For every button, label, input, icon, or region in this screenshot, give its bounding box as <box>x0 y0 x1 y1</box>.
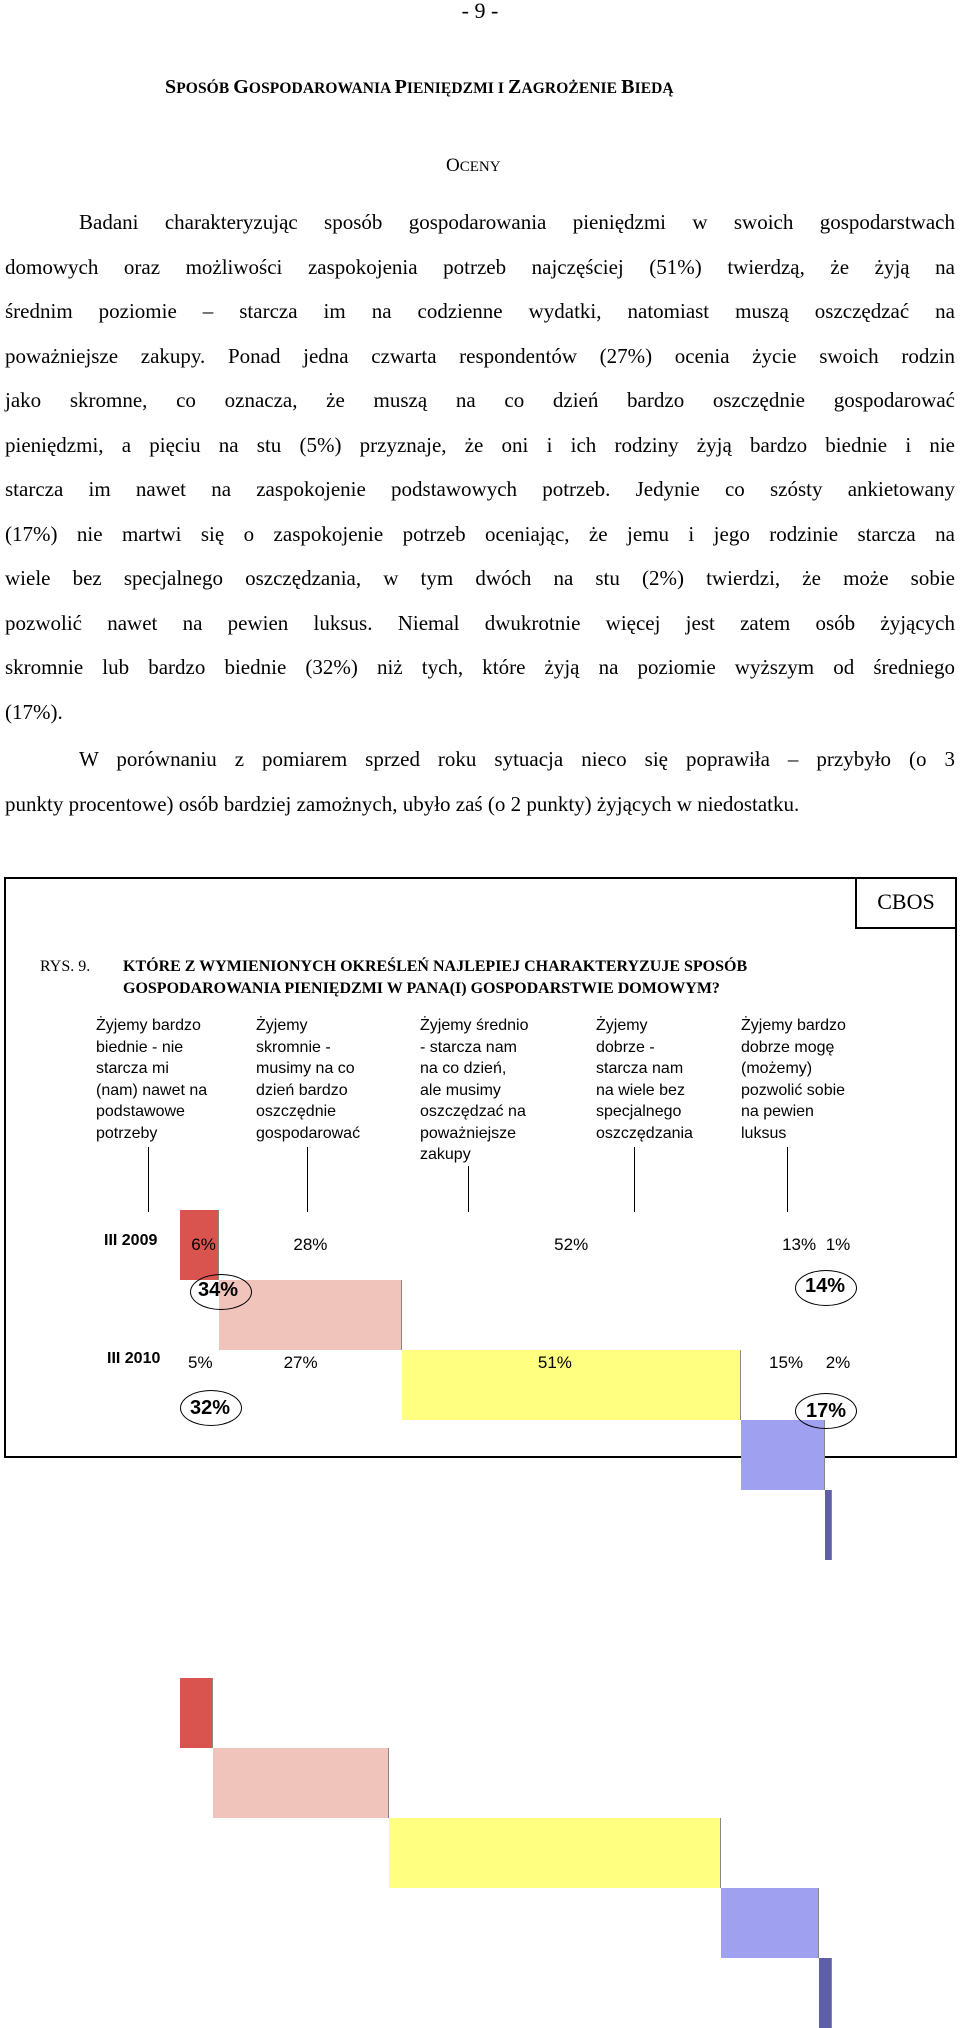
legend-line: Żyjemy <box>596 1017 648 1034</box>
legend-line: dobrze mogę <box>741 1038 835 1056</box>
legend-line: podstawowe <box>96 1103 185 1120</box>
legend-line: oszczędzania <box>596 1124 693 1142</box>
legend-line: Żyjemy bardzo <box>741 1017 846 1034</box>
legend-line: starcza nam <box>596 1060 684 1077</box>
bar-value-label: 51% <box>537 1353 572 1372</box>
figure-question <box>123 956 883 1000</box>
paragraph-line: punkty procentowe) osób bardziej zamożnych, ubyło zaś (o 2 punkty) żyjących w niedostatku. <box>5 791 800 816</box>
section-title-part: IEDĄ <box>634 80 674 97</box>
legend-leader-line <box>148 1147 149 1212</box>
bar-value-label: 28% <box>293 1235 328 1254</box>
legend-line: Żyjemy bardzo <box>96 1017 201 1034</box>
section-title-part: S <box>165 76 177 98</box>
legend-line: ale musimy <box>420 1081 501 1099</box>
group-total: 32% <box>190 1397 231 1419</box>
legend-line: musimy na co <box>256 1060 355 1077</box>
section-title-part: POSÓB <box>176 80 234 97</box>
paragraph-line: (17%) nie martwi się o zaspokojenie potrzeb oceniając, że jemu i jego rodzinie starcza na <box>5 521 955 546</box>
section-title-part: B <box>621 76 635 98</box>
legend-line: oszczędzać na <box>420 1103 526 1120</box>
group-total: 14% <box>805 1275 846 1297</box>
bar-value-label: 52% <box>554 1235 589 1254</box>
legend-line: skromnie - <box>256 1038 331 1056</box>
bar-segment <box>213 1748 389 1818</box>
legend-line: - starcza nam <box>420 1038 517 1056</box>
legend-line: na wiele bez <box>596 1081 685 1099</box>
category-label: III 2009 <box>104 1232 158 1249</box>
paragraph-line: W porównaniu z pomiarem sprzed roku sytuacja nieco się poprawiła – przybyło (o 3 <box>79 747 955 771</box>
legend-line: zakupy <box>420 1146 471 1163</box>
section-title-part: P <box>394 76 407 98</box>
legend-line: poważniejsze <box>420 1124 517 1142</box>
bar-segment <box>721 1888 819 1958</box>
legend-entry <box>420 1015 528 1166</box>
legend-line: (możemy) <box>741 1060 813 1077</box>
section-title-part: IENIĘDZMI I <box>406 80 509 97</box>
legend-line: (nam) nawet na <box>96 1081 208 1099</box>
subsection-title <box>446 155 501 177</box>
legend-entry <box>256 1015 360 1144</box>
bar-value-label: 6% <box>191 1235 216 1254</box>
paragraph-line: wiele bez specjalnego oszczędzania, w tym dwóch na stu (2%) twierdzi, że może sobie <box>5 566 955 590</box>
paragraph-line: pozwolić nawet na pewien luksus. Niemal dwukrotnie więcej jest zatem osób żyjących <box>5 610 955 635</box>
paragraph-line: Badani charakteryzując sposób gospodarowania pieniędzmi w swoich gospodarstwach <box>79 210 955 234</box>
legend-line: potrzeby <box>96 1124 158 1142</box>
legend-line: starcza mi <box>96 1060 169 1077</box>
bar-segment <box>180 1678 213 1748</box>
legend-line: oszczędnie <box>256 1103 337 1120</box>
legend-line: specjalnego <box>596 1103 682 1120</box>
section-title-part: Z <box>508 76 522 98</box>
bar-value-label: 15% <box>769 1353 804 1372</box>
category-label: III 2010 <box>107 1350 161 1367</box>
bar-segment <box>819 1958 832 2028</box>
bar-value-label: 2% <box>825 1353 851 1372</box>
legend-line: biednie - nie <box>96 1038 184 1056</box>
legend-leader-line <box>468 1166 469 1212</box>
legend-line: Żyjemy średnio <box>420 1017 529 1034</box>
paragraph-comparison <box>5 737 955 826</box>
bar-value-label: 1% <box>825 1235 851 1254</box>
paragraph-line: skromnie lub bardzo biednie (32%) niż tych, które żyją na poziomie wyższym od średniego <box>5 655 955 679</box>
paragraph-line: jako skromne, co oznacza, że muszą na co dzień bardzo oszczędnie gospodarować <box>5 388 955 412</box>
section-title-part: AGROŻENIE <box>521 80 622 97</box>
legend-line: gospodarować <box>256 1124 361 1142</box>
section-title-part: OSPODAROWANIA <box>248 80 395 97</box>
paragraph-line: domowych oraz możliwości zaspokojenia potrzeb najczęściej (51%) twierdzą, że żyją na <box>5 254 955 279</box>
page-number: - 9 - <box>461 0 499 23</box>
legend-entry <box>96 1015 207 1144</box>
group-total: 17% <box>806 1400 847 1422</box>
legend-line: Żyjemy <box>256 1017 308 1034</box>
section-title <box>165 76 674 99</box>
source-label: CBOS <box>855 877 957 929</box>
paragraph-line: poważniejsze zakupy. Ponad jedna czwarta respondentów (27%) ocenia życie swoich rodzin <box>5 343 955 368</box>
legend-line: luksus <box>741 1124 787 1142</box>
legend-line: na pewien <box>741 1103 814 1120</box>
legend-line: dzień bardzo <box>256 1081 348 1099</box>
question-line: KTÓRE Z WYMIENIONYCH OKREŚLEŃ NAJLEPIEJ CHARAKTERYZUJE SPOSÓB <box>123 958 748 975</box>
bar-value-label: 5% <box>188 1353 213 1372</box>
paragraph-line: pieniędzmi, a pięciu na stu (5%) przyznaje, że oni i ich rodziny żyją bardzo biednie i nie <box>5 432 955 457</box>
section-title-part: G <box>233 76 249 98</box>
question-line: GOSPODAROWANIA PIENIĘDZMI W PANA(I) GOSPODARSTWIE DOMOWYM? <box>123 980 720 997</box>
figure-label: RYS. 9. <box>40 958 91 975</box>
legend-entry <box>596 1015 693 1144</box>
bar-value-label: 27% <box>283 1353 318 1372</box>
legend-line: dobrze - <box>596 1038 655 1056</box>
legend-line: na co dzień, <box>420 1060 507 1077</box>
bar-segment <box>389 1818 722 1888</box>
legend-entry <box>741 1015 846 1144</box>
paragraph-line: starcza im nawet na zaspokojenie podstawowych potrzeb. Jedynie co szósty ankietowany <box>5 477 955 501</box>
bar-value-label: 13% <box>782 1235 817 1254</box>
subsection-rest: CENY <box>459 159 501 175</box>
paragraph-ratings <box>5 200 955 734</box>
bar-segment <box>825 1490 832 1560</box>
legend-leader-line <box>307 1147 308 1212</box>
subsection-initial: O <box>446 155 460 176</box>
group-total: 34% <box>198 1279 239 1301</box>
legend-leader-line <box>634 1147 635 1212</box>
bar-segment <box>741 1420 826 1490</box>
legend-leader-line <box>787 1147 788 1212</box>
legend-line: pozwolić sobie <box>741 1081 846 1099</box>
paragraph-line: (17%). <box>5 699 63 724</box>
paragraph-line: średnim poziomie – starcza im na codzienne wydatki, natomiast muszą oszczędzać na <box>5 299 955 323</box>
